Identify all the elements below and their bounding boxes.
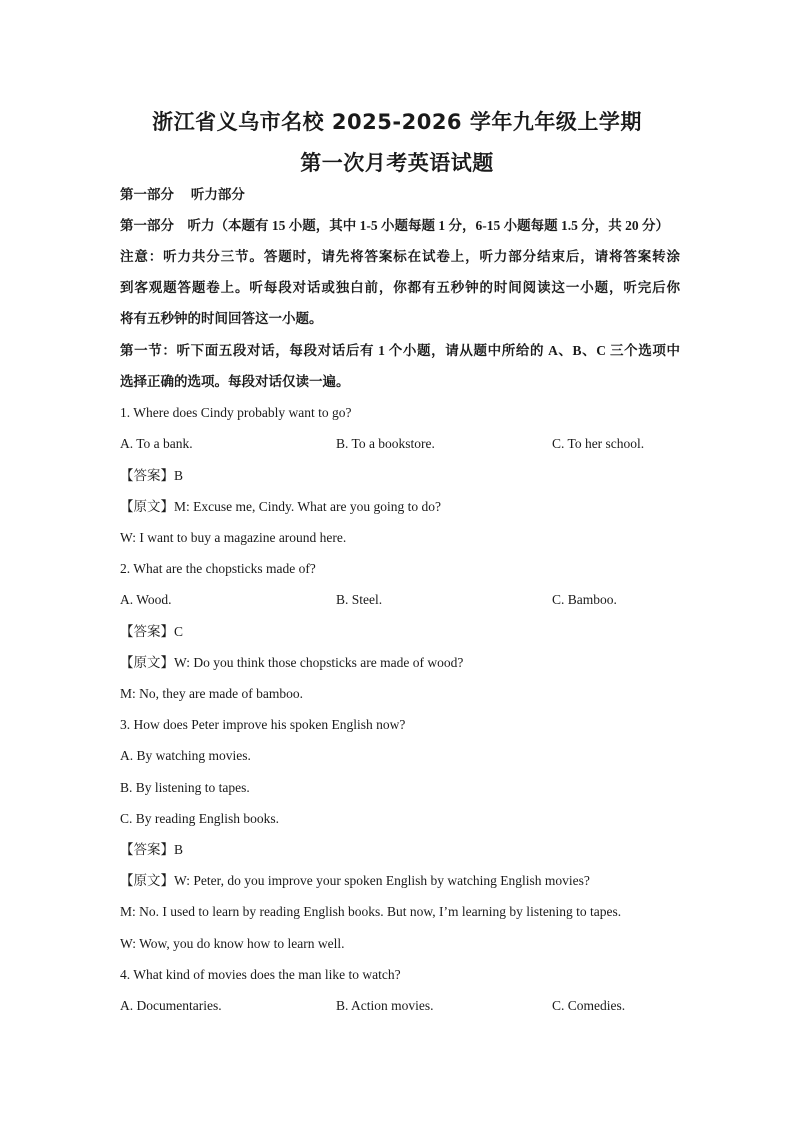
q2-option-c: C. Bamboo. [552,592,617,607]
q2-transcript: 【原文】W: Do you think those chopsticks are made of wood? [120,655,464,670]
q1-option-c: C. To her school. [552,436,645,451]
document-title: 浙江省义乌市名校 2025-2026 学年九年级上学期 [152,110,642,134]
section1-instruction: 第一节：听下面五段对话，每段对话后有 1 个小题，请从题中所给的 A、B、C 三个选项中 [120,343,680,358]
question-3: 3. How does Peter improve his spoken English now? [120,717,406,732]
q1-option-b: B. To a bookstore. [336,436,435,451]
q4-option-a: A. Documentaries. [120,998,222,1013]
q3-option-b: B. By listening to tapes. [120,780,250,795]
q3-answer: 【答案】B [120,842,184,857]
section1-instruction: 选择正确的选项。每段对话仅读一遍。 [120,374,350,389]
section-heading: 第一部分 听力（本题有 15 小题，其中 1-5 小题每题 1 分，6-15 小题每题 1.5 分，共 20 分） [120,218,669,233]
q4-option-b: B. Action movies. [336,998,434,1013]
document-subtitle: 第一次月考英语试题 [300,151,494,175]
part-heading: 第一部分 听力部分 [120,187,245,202]
q2-answer: 【答案】C [120,624,184,639]
q2-option-b: B. Steel. [336,592,383,607]
q1-transcript: W: I want to buy a magazine around here. [120,530,347,545]
question-1: 1. Where does Cindy probably want to go? [120,405,352,420]
q1-transcript: 【原文】M: Excuse me, Cindy. What are you going to do? [120,499,441,514]
q1-option-a: A. To a bank. [120,436,193,451]
notice-line: 到客观题答题卷上。听每段对话或独白前，你都有五秒钟的时间阅读这一小题，听完后你 [120,280,680,295]
question-2: 2. What are the chopsticks made of? [120,561,316,576]
notice-line: 将有五秒钟的时间回答这一小题。 [120,311,323,326]
notice-line: 注意：听力共分三节。答题时，请先将答案标在试卷上，听力部分结束后，请将答案转涂 [120,249,680,264]
q2-transcript: M: No, they are made of bamboo. [120,686,303,701]
q4-option-c: C. Comedies. [552,998,626,1013]
q3-option-a: A. By watching movies. [120,748,251,763]
q1-answer: 【答案】B [120,468,184,483]
q3-transcript: 【原文】W: Peter, do you improve your spoken English by watching English movies? [120,873,590,888]
q3-transcript: W: Wow, you do know how to learn well. [120,936,345,951]
q3-option-c: C. By reading English books. [120,811,279,826]
question-4: 4. What kind of movies does the man like to watch? [120,967,401,982]
q3-transcript: M: No. I used to learn by reading English books. But now, I’m learning by listening to tapes. [120,904,622,919]
q2-option-a: A. Wood. [120,592,172,607]
